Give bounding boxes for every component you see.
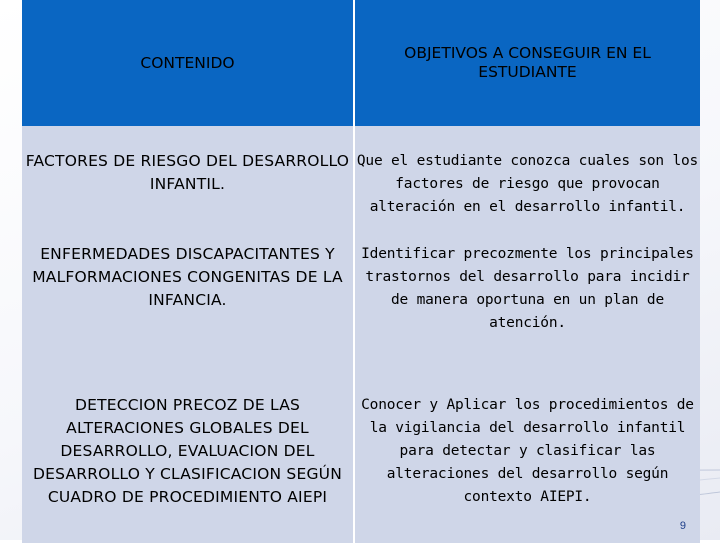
page-number: 9 (679, 520, 686, 532)
objetivo-text: Que el estudiante conozca cuales son los factores de riesgo que provocan alteración en el desarrollo infantil. (356, 153, 699, 215)
header-objetivos: OBJETIVOS A CONSEGUIR EN EL ESTUDIANTE (354, 0, 700, 126)
table-row (22, 126, 700, 243)
contenido-cell (22, 394, 354, 543)
objetivo-cell (354, 243, 700, 394)
objetivo-cell (354, 394, 700, 543)
objetivo-text: Conocer y Aplicar los procedimientos de la vigilancia del desarrollo infantil para detectar y clasificar las alteraciones del desarrollo según contexto AIEPI. (361, 397, 694, 505)
contenido-text: FACTORES DE RIESGO DEL DESARROLLO INFANTIL. (25, 152, 350, 193)
objetivo-text: Identificar precozmente los principales trastornos del desarrollo para incidir de manera oportuna en un plan de atención. (361, 246, 694, 331)
content-objectives-table (22, 0, 700, 543)
table-header-row (22, 0, 700, 126)
contenido-text: DETECCION PRECOZ DE LAS ALTERACIONES GLOBALES DEL DESARROLLO, EVALUACION DEL DESARROLLO Y CLASIFICACION SEGÚN CUADRO DE PROCEDIMIENTO AIEPI (32, 396, 342, 506)
header-contenido: CONTENIDO (22, 0, 354, 126)
contenido-text: ENFERMEDADES DISCAPACITANTES Y MALFORMACIONES CONGENITAS DE LA INFANCIA. (32, 245, 343, 309)
contenido-cell (22, 126, 354, 243)
contenido-cell (22, 243, 354, 394)
objetivo-cell (354, 126, 700, 243)
table-row (22, 394, 700, 543)
table-row (22, 243, 700, 394)
content-table-container (22, 0, 700, 516)
